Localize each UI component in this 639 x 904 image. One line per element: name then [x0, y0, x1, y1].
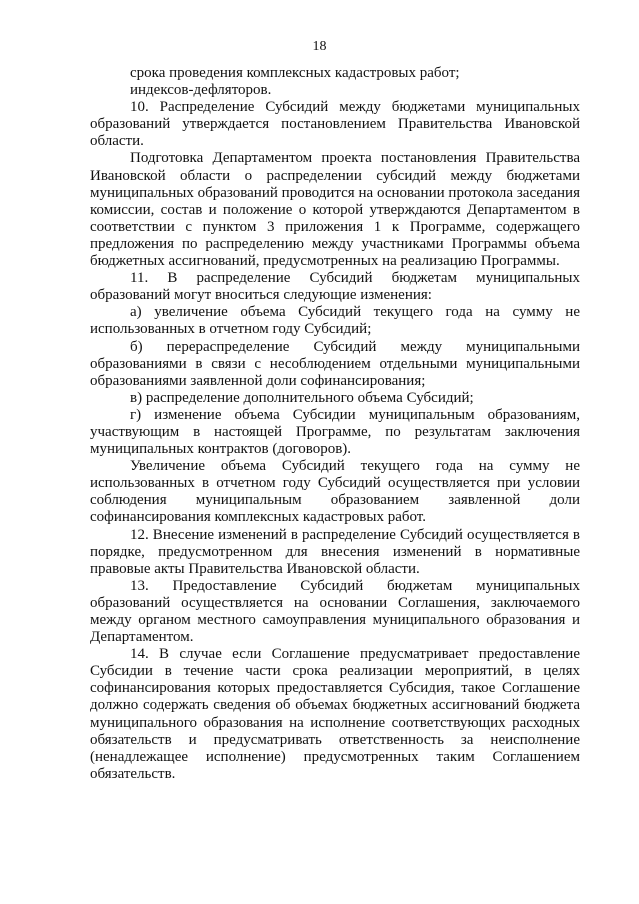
paragraph-cadastral-term: срока проведения комплексных кадастровых работ;: [130, 65, 460, 81]
paragraph-clause-13: 13. Предоставление Субсидий бюджетам муниципальных образований осуществляется на основании Соглашения, заключаемого между органом местного самоуправления муниципального образования и Департаментом.: [90, 577, 580, 646]
list-item-v: в) распределение дополнительного объема Субсидий;: [130, 389, 474, 406]
paragraph-department-preparation: Подготовка Департаментом проекта постановления Правительства Ивановской области о распределении субсидий между бюджетами муниципальных образований проводится на основании протокола заседания комиссии, состав и положение о которой утверждаются Департаментом в соответствии с пунктом 3 приложения 1 к Программе, содержащего предложения по распределению между участниками Программы объема бюджетных ассигнований, предусмотренных на реализацию Программы.: [90, 150, 580, 270]
paragraph-deflator-indices: индексов-дефляторов.: [130, 82, 272, 99]
list-item-g: г) изменение объема Субсидии муниципальным образованиям, участвующим в настоящей Программе, по результатам заключения муниципальных контрактов (договоров).: [90, 406, 580, 458]
document-body: [90, 65, 580, 783]
paragraph-clause-14: 14. В случае если Соглашение предусматривает предоставление Субсидии в течение части срока реализации мероприятий, в целях софинансирования которых предоставляется Субсидия, такое Соглашение должно содержать сведения об объемах бюджетных ассигнований бюджета муниципального образования на исполнение соответствующих расходных обязательств и предусматривать ответственность за неисполнение (ненадлежащее исполнение) предусмотренных таким Соглашением обязательств.: [90, 646, 580, 782]
list-item-a: а) увеличение объема Субсидий текущего года на сумму не использованных в отчетном году Субсидий;: [90, 304, 580, 338]
paragraph-increase-condition: Увеличение объема Субсидий текущего года на сумму не использованных в отчетном году Субсидий осуществляется при условии соблюдения муниципальным образованием заявленной доли софинансирования комплексных кадастровых работ.: [90, 458, 580, 526]
paragraph-clause-10: 10. Распределение Субсидий между бюджетами муниципальных образований утверждается постановлением Правительства Ивановской области.: [90, 99, 580, 150]
paragraph-clause-12: 12. Внесение изменений в распределение Субсидий осуществляется в порядке, предусмотренном для внесения изменений в нормативные правовые акты Правительства Ивановской области.: [90, 526, 580, 577]
page-number: 18: [312, 39, 327, 54]
list-item-b: б) перераспределение Субсидий между муниципальными образованиями в связи с несоблюдением отдельными муниципальными образованиями заявленной доли софинансирования;: [90, 338, 580, 389]
paragraph-clause-11: 11. В распределение Субсидий бюджетам муниципальных образований могут вноситься следующие изменения:: [90, 270, 580, 304]
